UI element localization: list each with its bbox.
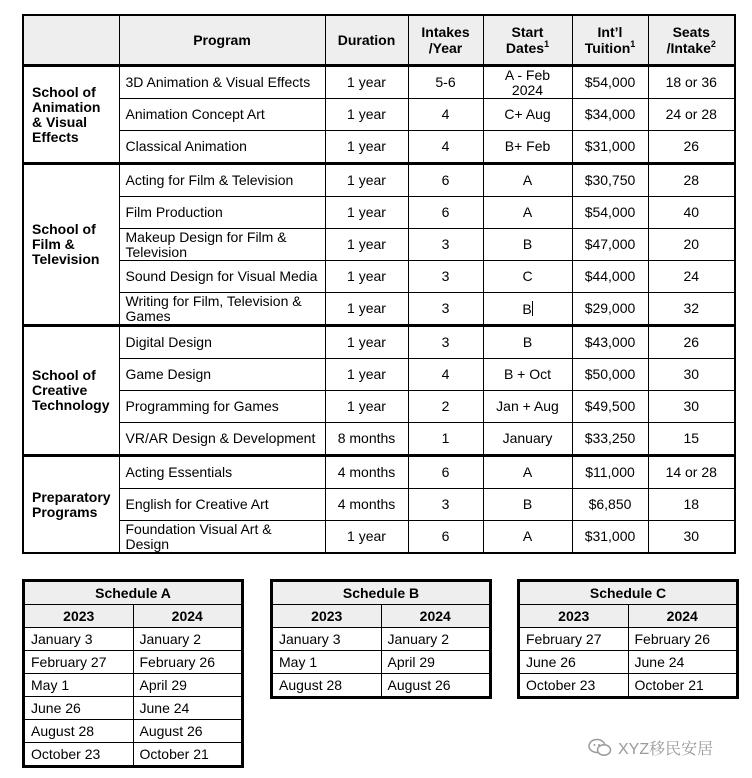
seats-cell: 32: [648, 293, 735, 326]
table-row: [23, 391, 735, 423]
school-name: School of Creative Technology: [23, 326, 119, 456]
seats-cell: 40: [648, 197, 735, 229]
intakes-cell: 3: [408, 489, 483, 521]
date-2023: October 23: [519, 674, 629, 698]
watermark-text: XYZ移民安居: [618, 741, 714, 758]
start-dates-cell: B: [483, 293, 572, 326]
date-2024: August 26: [133, 720, 243, 743]
duration-cell: 1 year: [325, 261, 408, 293]
date-2024: January 2: [381, 628, 491, 651]
tuition-cell: $43,000: [572, 326, 648, 359]
header-program: Program: [119, 15, 325, 66]
program-name: Sound Design for Visual Media: [119, 261, 325, 293]
duration-cell: 1 year: [325, 326, 408, 359]
date-2023: February 27: [24, 651, 134, 674]
program-name: Acting Essentials: [119, 456, 325, 489]
duration-cell: 4 months: [325, 456, 408, 489]
tuition-cell: $31,000: [572, 521, 648, 554]
intakes-cell: 3: [408, 261, 483, 293]
header-row: [23, 15, 735, 66]
schedule-title-row: [519, 581, 738, 605]
schedule-year-row: [24, 605, 243, 628]
schedule-row: [519, 651, 738, 674]
schedule-row: [272, 674, 491, 698]
school-group: [23, 456, 735, 554]
date-2024: June 24: [628, 651, 738, 674]
program-name: Writing for Film, Television & Games: [119, 293, 325, 326]
date-2024: April 29: [381, 651, 491, 674]
date-2023: May 1: [272, 651, 382, 674]
schedule-row: [24, 720, 243, 743]
seats-cell: 30: [648, 521, 735, 554]
schedule-a-table: [22, 579, 244, 768]
seats-cell: 26: [648, 131, 735, 164]
program-name: Foundation Visual Art & Design: [119, 521, 325, 554]
tuition-cell: $6,850: [572, 489, 648, 521]
year-header: 2024: [133, 605, 243, 628]
date-2023: January 3: [272, 628, 382, 651]
header-intakes: Intakes /Year: [408, 15, 483, 66]
tuition-cell: $50,000: [572, 359, 648, 391]
text-cursor: [532, 301, 533, 316]
school-name: Preparatory Programs: [23, 456, 119, 554]
program-name: Acting for Film & Television: [119, 164, 325, 197]
program-name: Game Design: [119, 359, 325, 391]
date-2023: May 1: [24, 674, 134, 697]
intakes-cell: 6: [408, 456, 483, 489]
program-name: Programming for Games: [119, 391, 325, 423]
table-row: [23, 66, 735, 99]
tuition-cell: $29,000: [572, 293, 648, 326]
schedule-row: [519, 628, 738, 651]
seats-cell: 18 or 36: [648, 66, 735, 99]
start-dates-cell: B: [483, 489, 572, 521]
duration-cell: 4 months: [325, 489, 408, 521]
schedule-row: [272, 628, 491, 651]
schedule-row: [519, 674, 738, 698]
tuition-cell: $30,750: [572, 164, 648, 197]
table-row: [23, 261, 735, 293]
year-header: 2023: [24, 605, 134, 628]
year-header: 2023: [519, 605, 629, 628]
seats-cell: 24: [648, 261, 735, 293]
school-group: [23, 164, 735, 326]
schedule-year-row: [272, 605, 491, 628]
watermark: [588, 736, 713, 759]
schedule-row: [24, 697, 243, 720]
schedule-title: Schedule B: [272, 581, 491, 605]
table-row: [23, 359, 735, 391]
schedule-title: Schedule C: [519, 581, 738, 605]
program-name: Digital Design: [119, 326, 325, 359]
start-dates-cell: B + Oct: [483, 359, 572, 391]
start-dates-cell: B: [483, 229, 572, 261]
date-2023: June 26: [24, 697, 134, 720]
date-2023: June 26: [519, 651, 629, 674]
header-seats: Seats /Intake$^2$: [648, 15, 735, 66]
start-dates-cell: January: [483, 423, 572, 456]
schedule-year-row: [519, 605, 738, 628]
school-group: [23, 66, 735, 164]
intakes-cell: 3: [408, 326, 483, 359]
table-row: [23, 456, 735, 489]
header-blank: [23, 15, 119, 66]
school-group: [23, 326, 735, 456]
table-row: [23, 131, 735, 164]
intakes-cell: 6: [408, 197, 483, 229]
schedule-row: [24, 628, 243, 651]
duration-cell: 1 year: [325, 229, 408, 261]
school-name: School of Film & Television: [23, 164, 119, 326]
tuition-cell: $47,000: [572, 229, 648, 261]
duration-cell: 1 year: [325, 99, 408, 131]
seats-cell: 24 or 28: [648, 99, 735, 131]
duration-cell: 1 year: [325, 521, 408, 554]
date-2024: October 21: [628, 674, 738, 698]
tuition-cell: $34,000: [572, 99, 648, 131]
seats-cell: 18: [648, 489, 735, 521]
duration-cell: 8 months: [325, 423, 408, 456]
schedule-row: [24, 651, 243, 674]
date-2024: January 2: [133, 628, 243, 651]
table-row: [23, 293, 735, 326]
header-duration: Duration: [325, 15, 408, 66]
intakes-cell: 4: [408, 131, 483, 164]
duration-cell: 1 year: [325, 359, 408, 391]
date-2024: October 21: [133, 743, 243, 767]
header-tuition: Int’l Tuition$^1$: [572, 15, 648, 66]
start-dates-cell: A - Feb 2024: [483, 66, 572, 99]
schedule-row: [24, 743, 243, 767]
intakes-cell: 3: [408, 229, 483, 261]
schedule-title-row: [272, 581, 491, 605]
duration-cell: 1 year: [325, 66, 408, 99]
program-name: Classical Animation: [119, 131, 325, 164]
start-dates-cell: C+ Aug: [483, 99, 572, 131]
duration-cell: 1 year: [325, 293, 408, 326]
year-header: 2024: [628, 605, 738, 628]
intakes-cell: 4: [408, 99, 483, 131]
seats-cell: 30: [648, 359, 735, 391]
schedule-row: [272, 651, 491, 674]
schedule-title: Schedule A: [24, 581, 243, 605]
seats-cell: 26: [648, 326, 735, 359]
duration-cell: 1 year: [325, 164, 408, 197]
seats-cell: 30: [648, 391, 735, 423]
duration-cell: 1 year: [325, 131, 408, 164]
year-header: 2023: [272, 605, 382, 628]
date-2024: April 29: [133, 674, 243, 697]
table-row: [23, 197, 735, 229]
date-2024: February 26: [133, 651, 243, 674]
date-2023: February 27: [519, 628, 629, 651]
seats-cell: 14 or 28: [648, 456, 735, 489]
duration-cell: 1 year: [325, 197, 408, 229]
table-row: [23, 423, 735, 456]
program-name: VR/AR Design & Development: [119, 423, 325, 456]
tuition-cell: $31,000: [572, 131, 648, 164]
table-row: [23, 164, 735, 197]
wechat-icon: [588, 738, 612, 758]
date-2023: August 28: [24, 720, 134, 743]
seats-cell: 15: [648, 423, 735, 456]
schedule-title-row: [24, 581, 243, 605]
date-2023: October 23: [24, 743, 134, 767]
program-name: 3D Animation & Visual Effects: [119, 66, 325, 99]
intakes-cell: 1: [408, 423, 483, 456]
table-row: [23, 99, 735, 131]
tuition-cell: $33,250: [572, 423, 648, 456]
intakes-cell: 3: [408, 293, 483, 326]
intakes-cell: 2: [408, 391, 483, 423]
program-name: Makeup Design for Film & Television: [119, 229, 325, 261]
schedule-c-table: [517, 579, 739, 699]
year-header: 2024: [381, 605, 491, 628]
programs-table: [22, 14, 736, 554]
intakes-cell: 6: [408, 164, 483, 197]
seats-cell: 28: [648, 164, 735, 197]
table-row: [23, 521, 735, 554]
duration-cell: 1 year: [325, 391, 408, 423]
table-row: [23, 229, 735, 261]
table-row: [23, 326, 735, 359]
program-name: Film Production: [119, 197, 325, 229]
start-dates-cell: C: [483, 261, 572, 293]
date-2024: June 24: [133, 697, 243, 720]
start-dates-cell: A: [483, 197, 572, 229]
program-name: Animation Concept Art: [119, 99, 325, 131]
school-name: School of Animation & Visual Effects: [23, 66, 119, 164]
tuition-cell: $44,000: [572, 261, 648, 293]
tuition-cell: $11,000: [572, 456, 648, 489]
start-dates-cell: A: [483, 521, 572, 554]
intakes-cell: 6: [408, 521, 483, 554]
program-name: English for Creative Art: [119, 489, 325, 521]
date-2024: August 26: [381, 674, 491, 698]
start-dates-cell: B+ Feb: [483, 131, 572, 164]
schedule-row: [24, 674, 243, 697]
tuition-cell: $49,500: [572, 391, 648, 423]
header-start-dates: Start Dates$^1$: [483, 15, 572, 66]
start-dates-cell: A: [483, 164, 572, 197]
tuition-cell: $54,000: [572, 197, 648, 229]
date-2023: August 28: [272, 674, 382, 698]
tuition-cell: $54,000: [572, 66, 648, 99]
date-2023: January 3: [24, 628, 134, 651]
start-dates-cell: Jan + Aug: [483, 391, 572, 423]
seats-cell: 20: [648, 229, 735, 261]
intakes-cell: 5-6: [408, 66, 483, 99]
intakes-cell: 4: [408, 359, 483, 391]
schedule-b-table: [270, 579, 492, 699]
table-row: [23, 489, 735, 521]
start-dates-cell: B: [483, 326, 572, 359]
date-2024: February 26: [628, 628, 738, 651]
start-dates-cell: A: [483, 456, 572, 489]
